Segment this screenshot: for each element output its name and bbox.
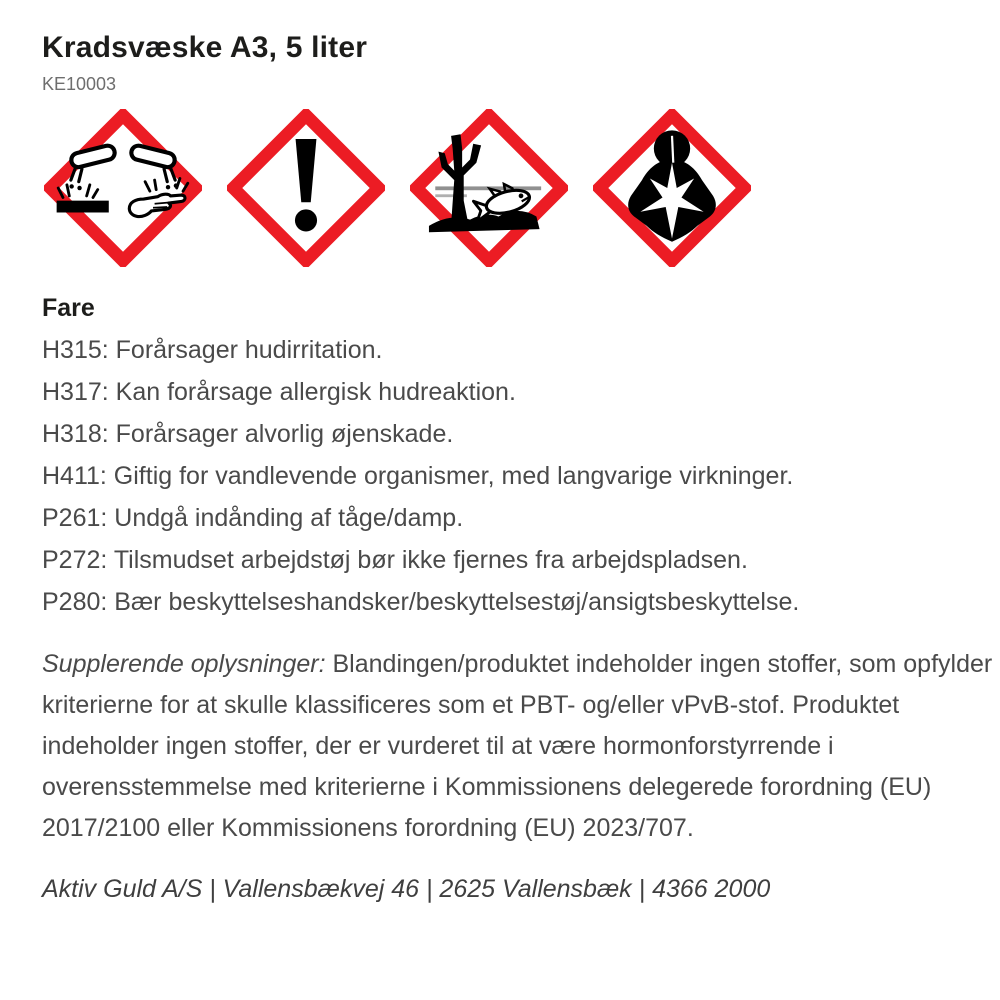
ghs09-environmental-hazard-icon xyxy=(410,109,568,267)
hazard-statement-h315: H315: Forårsager hudirritation. xyxy=(42,336,383,364)
company-footer: Aktiv Guld A/S | Vallensbækvej 46 | 2625 Vallensbæk | 4366 2000 xyxy=(42,875,771,903)
precautionary-statement-p272: P272: Tilsmudset arbejdstøj bør ikke fjernes fra arbejdspladsen. xyxy=(42,546,748,574)
precautionary-statement-p261: P261: Undgå indånding af tåge/damp. xyxy=(42,504,464,532)
hazard-statement-h318: H318: Forårsager alvorlig øjenskade. xyxy=(42,420,454,448)
product-title: Kradsvæske A3, 5 liter xyxy=(42,31,368,64)
signal-word: Fare xyxy=(42,294,95,322)
ghs08-health-hazard-icon xyxy=(593,109,751,267)
supplementary-information xyxy=(42,644,994,849)
ghs07-exclamation-mark-icon xyxy=(227,109,385,267)
product-code: KE10003 xyxy=(42,74,117,94)
precautionary-statement-p280: P280: Bær beskyttelseshandsker/beskyttelsestøj/ansigtsbeskyttelse. xyxy=(42,588,800,616)
ghs-pictogram-row xyxy=(44,109,960,267)
hazard-statement-h411: H411: Giftig for vandlevende organismer, med langvarige virkninger. xyxy=(42,462,794,490)
hazard-statements-list xyxy=(42,329,960,623)
ghs05-corrosive-icon xyxy=(44,109,202,267)
hazard-statement-h317: H317: Kan forårsage allergisk hudreaktion. xyxy=(42,378,516,406)
supplementary-label: Supplerende oplysninger: xyxy=(42,650,326,678)
supplementary-text: Blandingen/produktet indeholder ingen stoffer, som opfylder kriterierne for at skulle klassificeres som et PBT- og/eller vPvB-stof. Produktet indeholder ingen stoffer, der er vurderet til at være hormonforstyrrende i overensstemmelse med kriterierne i Kommissionens delegerede forordning (EU) 2017/2100 eller Kommissionens forordning (EU) 2023/707. xyxy=(42,650,993,842)
